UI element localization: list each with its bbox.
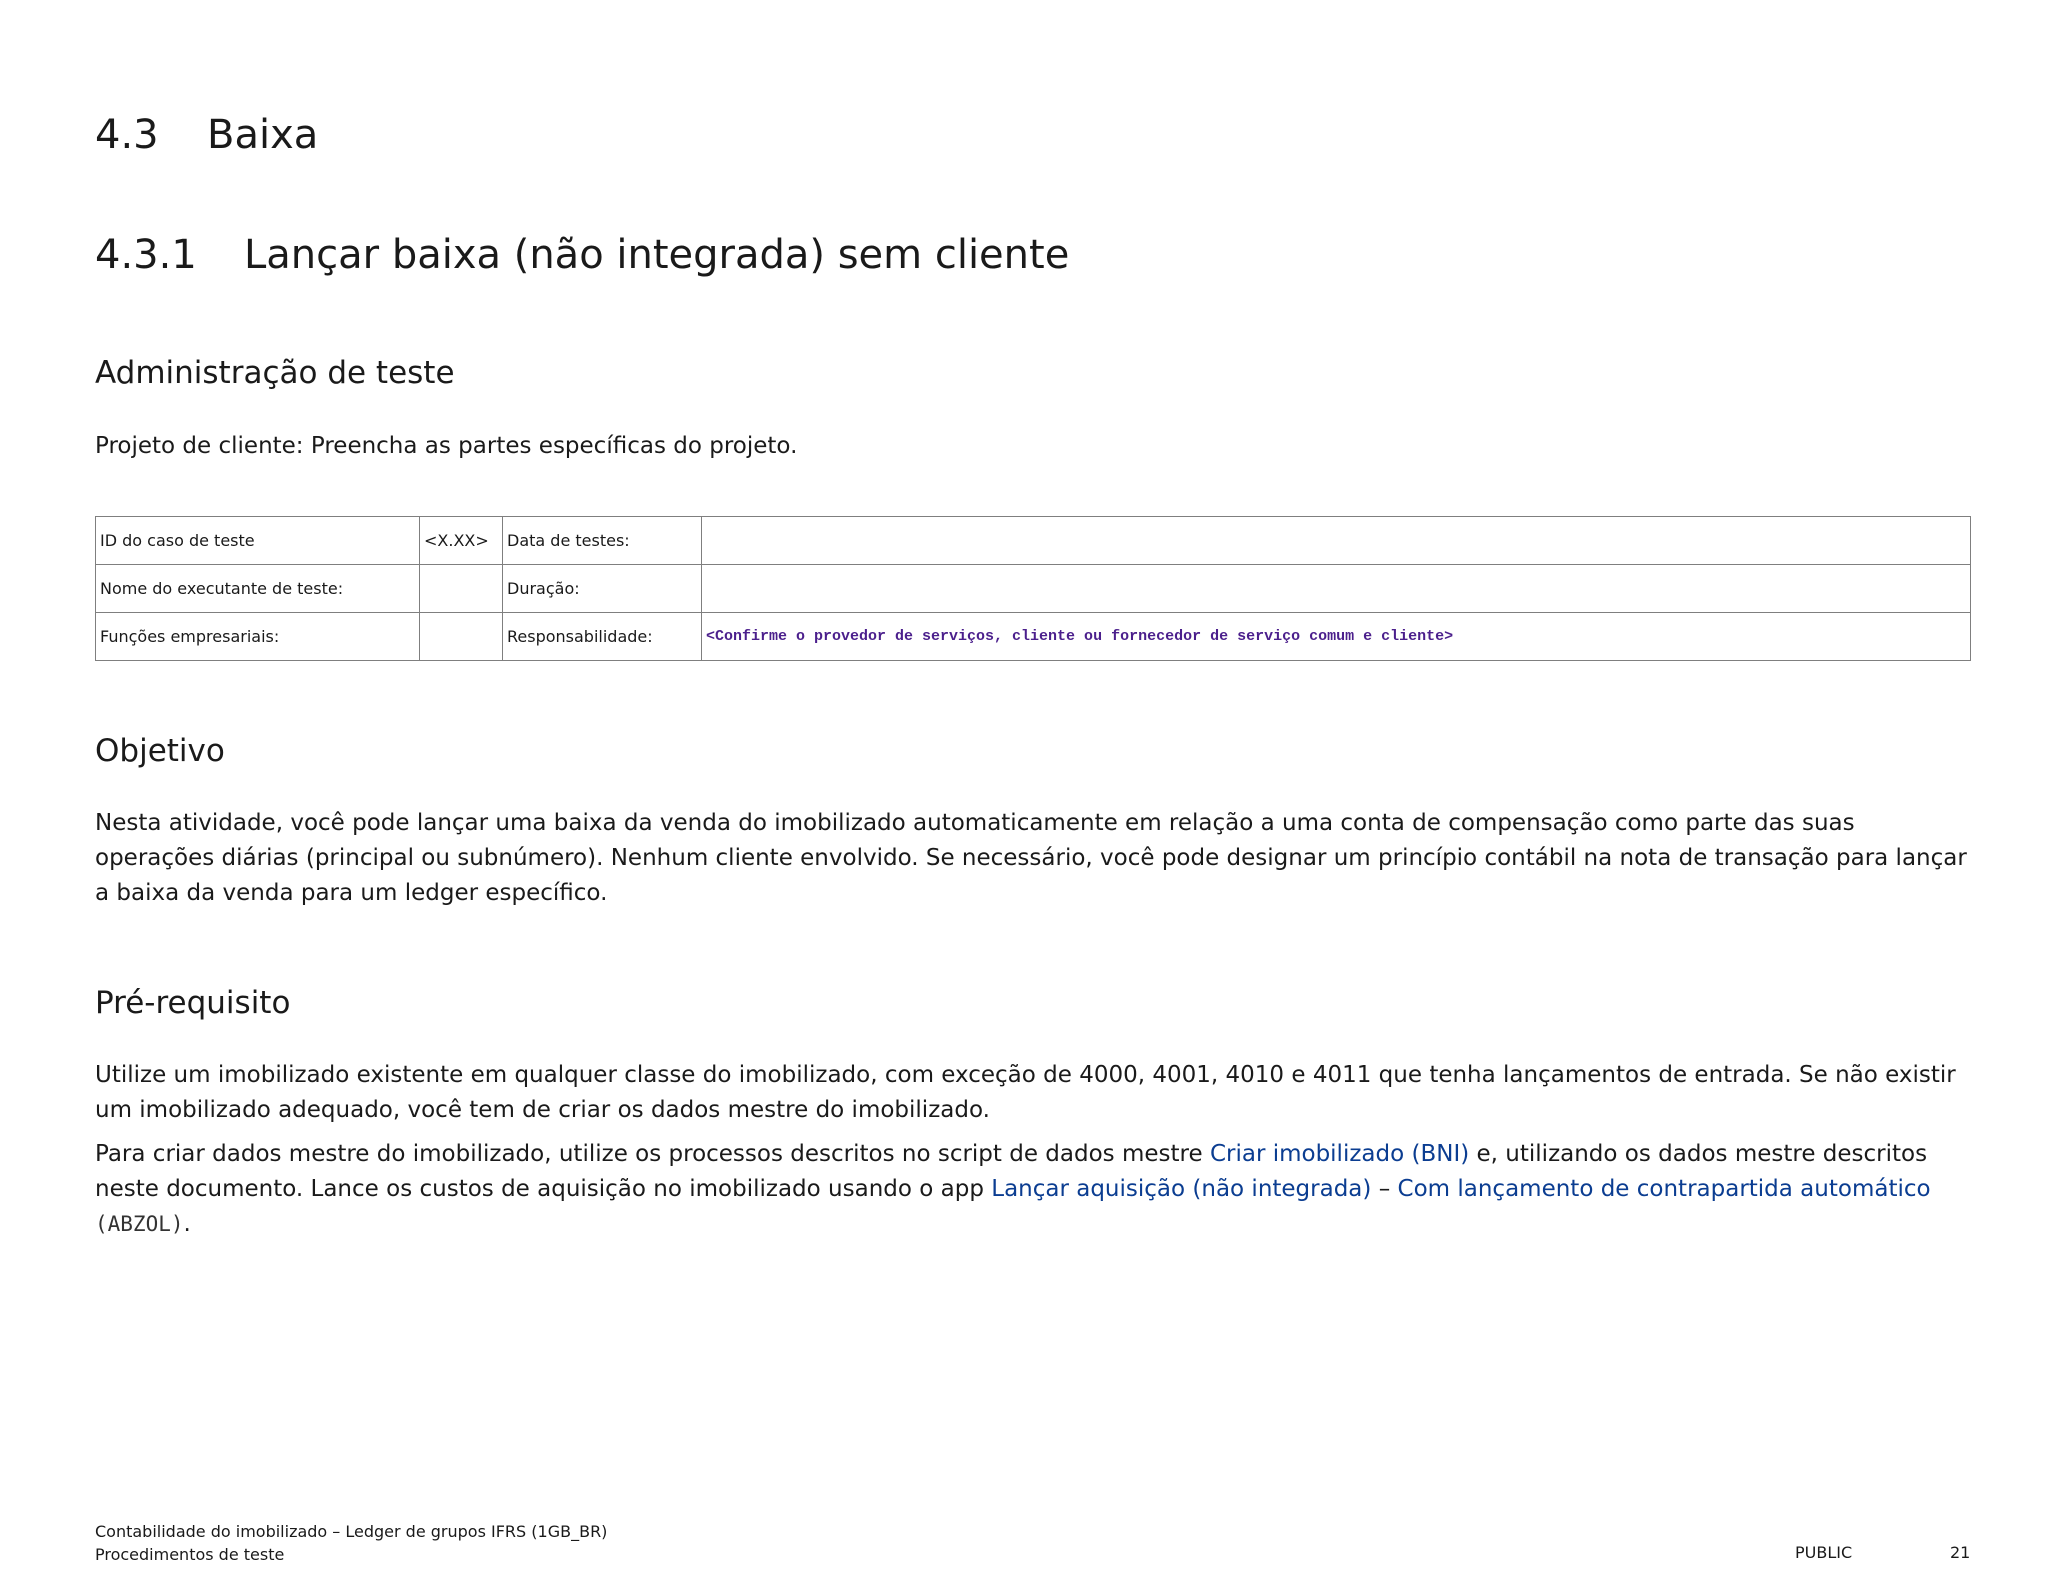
table-cell (702, 517, 1971, 565)
text-run: . (183, 1211, 191, 1237)
text-run: – (1371, 1176, 1398, 1202)
section-title: Baixa (207, 112, 319, 158)
footer-classification: PUBLIC (1795, 1543, 1853, 1562)
link-contrapartida-automatico[interactable]: Com lançamento de contrapartida automático (1397, 1176, 1931, 1202)
table-row (96, 613, 1971, 661)
table-cell: <X.XX> (420, 517, 503, 565)
page-number: 21 (1950, 1543, 1971, 1562)
table-cell: Responsabilidade: (503, 613, 702, 661)
table-cell: <Confirme o provedor de serviços, cliente ou fornecedor de serviço comum e cliente> (702, 613, 1971, 661)
link-lancar-aquisicao[interactable]: Lançar aquisição (não integrada) (991, 1176, 1372, 1202)
subsection-title: Lançar baixa (não integrada) sem cliente (244, 232, 1070, 278)
table-cell: Data de testes: (503, 517, 702, 565)
table-row (96, 565, 1971, 613)
footer-document-title (95, 1520, 607, 1566)
footer-line-2: Procedimentos de teste (95, 1545, 285, 1564)
admin-intro: Projeto de cliente: Preencha as partes específicas do projeto. (95, 433, 798, 459)
section-number: 4.3 (95, 112, 159, 158)
prereq-paragraph-1: Utilize um imobilizado existente em qualquer classe do imobilizado, com exceção de 4000, 4001, 4010 e 4011 que tenha lançamentos de entrada. Se não existir um imobilizado adequado, você tem de criar os dados mestre do imobilizado. (95, 1062, 1956, 1123)
subsection-number: 4.3.1 (95, 232, 197, 278)
section-heading (95, 112, 318, 158)
table-cell (420, 613, 503, 661)
subsection-heading (95, 232, 1069, 278)
table-cell: Nome do executante de teste: (96, 565, 420, 613)
prereq-paragraph-2 (95, 1137, 1975, 1242)
test-admin-table (95, 516, 1971, 661)
table-cell: ID do caso de teste (96, 517, 420, 565)
prereq-heading: Pré-requisito (95, 985, 291, 1021)
table-cell (420, 565, 503, 613)
table-cell (702, 565, 1971, 613)
app-code: (ABZOL) (95, 1212, 184, 1236)
link-criar-imobilizado[interactable]: Criar imobilizado (BNI) (1209, 1141, 1470, 1167)
text-run: Para criar dados mestre do imobilizado, utilize os processos descritos no script de dados mestre (95, 1141, 1210, 1167)
table-cell: Funções empresariais: (96, 613, 420, 661)
text-run: e, utilizando os dados mestre descritos neste documento. Lance os custos de aquisição no imobilizado usando o app (95, 1141, 1928, 1202)
objetivo-text: Nesta atividade, você pode lançar uma baixa da venda do imobilizado automaticamente em relação a uma conta de compensação como parte das suas operações diárias (principal ou subnúmero). Nenhum cliente envolvido. Se necessário, você pode designar um princípio contábil na nota de transação para lançar a baixa da venda para um ledger específico. (95, 810, 1967, 906)
admin-heading: Administração de teste (95, 355, 455, 391)
table-cell: Duração: (503, 565, 702, 613)
table-row (96, 517, 1971, 565)
objetivo-heading: Objetivo (95, 733, 225, 769)
footer-line-1: Contabilidade do imobilizado – Ledger de grupos IFRS (1GB_BR) (95, 1522, 608, 1541)
